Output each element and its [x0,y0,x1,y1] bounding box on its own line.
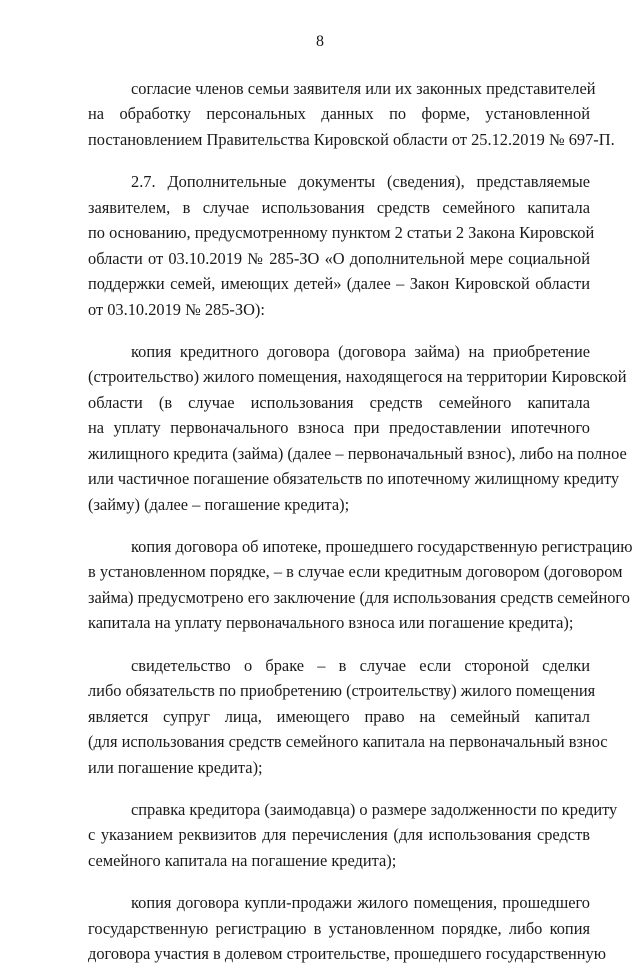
paragraph-marriage-certificate [88,653,608,780]
text-line: (для использования средств семейного капитала на первоначальный взнос [88,732,608,752]
text-line: или частичное погашение обязательств по ипотечному жилищному кредиту [88,469,620,489]
text-line: постановлением Правительства Кировской области от 25.12.2019 № 697-П. [88,129,615,149]
text-line: на уплату первоначального взноса при предоставлении ипотечного [88,418,590,438]
paragraph-mortgage-agreement [88,534,633,636]
text-line: согласие членов семьи заявителя или их законных представителей [131,79,596,98]
page-number: 8 [316,33,324,50]
text-line: или погашение кредита); [88,757,263,777]
text-line: договора участия в долевом строительстве, прошедшего государственную [88,944,606,964]
paragraph-consent [88,76,615,152]
text-line: области от 03.10.2019 № 285-ЗО «О дополнительной мере социальной [88,248,590,268]
text-line: по основанию, предусмотренному пунктом 2 статьи 2 Закона Кировской [88,223,595,243]
text-line: поддержки семей, имеющих детей» (далее – Закон Кировской области [88,274,590,294]
text-line: свидетельство о браке – в случае если стороной сделки [131,655,590,675]
text-line: копия договора об ипотеке, прошедшего государственную регистрацию [131,537,633,556]
text-line: копия кредитного договора (договора займа) на приобретение [131,341,590,361]
text-line: капитала на уплату первоначального взноса или погашение кредита); [88,613,574,633]
text-line: на обработку персональных данных по форме, установленной [88,104,590,124]
text-line: в установленном порядке, – в случае если кредитным договором (договором [88,562,623,582]
text-line: государственную регистрацию в установленном порядке, либо копия [88,918,590,938]
text-line: копия договора купли-продажи жилого помещения, прошедшего [131,893,590,913]
paragraph-creditor-certificate [88,797,618,873]
paragraph-purchase-agreement [88,890,606,966]
text-line: области (в случае использования средств семейного капитала [88,392,590,412]
text-line: от 03.10.2019 № 285-ЗО): [88,299,265,319]
text-line: жилищного кредита (займа) (далее – первоначальный взнос), либо на полное [88,443,627,463]
text-line: с указанием реквизитов для перечисления (для использования средств [88,825,590,845]
text-line: 2.7. Дополнительные документы (сведения), представляемые [131,172,590,192]
paragraph-section-2-7 [88,169,595,322]
text-line: (займу) (далее – погашение кредита); [88,494,350,514]
text-line: заявителем, в случае использования средств семейного капитала [88,197,590,217]
document-body [88,76,633,967]
text-line: займа) предусмотрено его заключение (для использования средств семейного [88,587,630,607]
text-line: (строительство) жилого помещения, находящегося на территории Кировской [88,367,627,387]
text-line: является супруг лица, имеющего право на семейный капитал [88,706,590,726]
text-line: семейного капитала на погашение кредита); [88,850,397,870]
text-line: справка кредитора (заимодавца) о размере задолженности по кредиту [131,799,618,819]
paragraph-credit-agreement [88,339,627,517]
text-line: либо обязательств по приобретению (строительству) жилого помещения [88,681,596,701]
